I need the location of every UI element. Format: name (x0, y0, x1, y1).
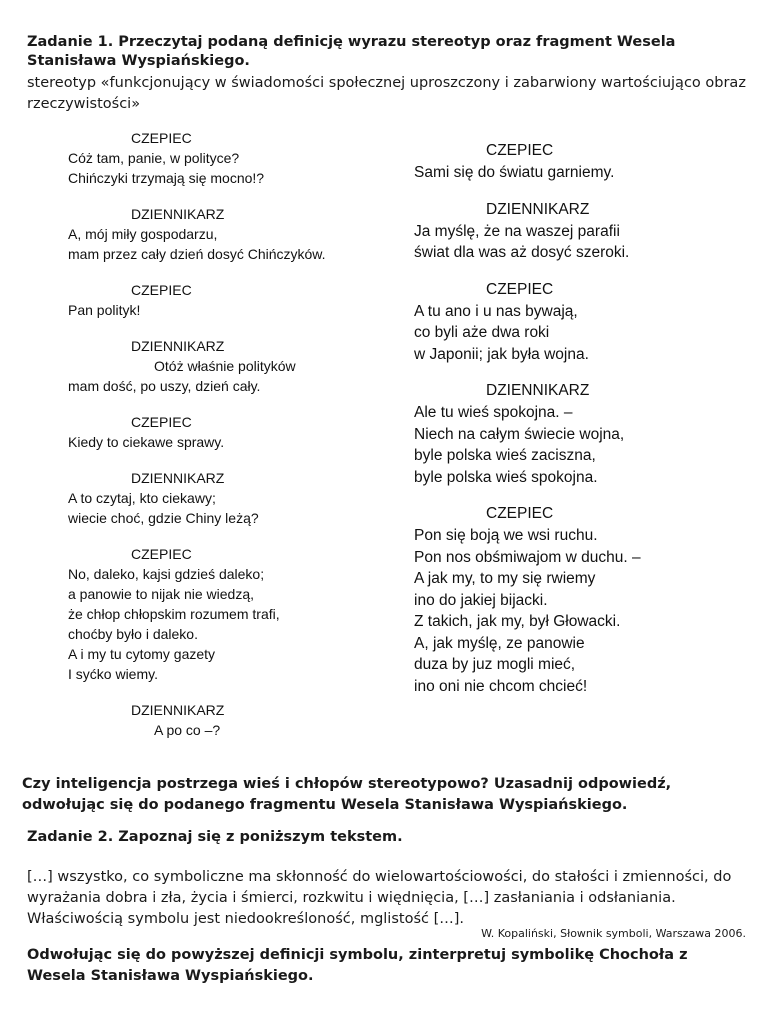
dialogue-entry (414, 380, 744, 488)
symbol-definition-quote: […] wszystko, co symboliczne ma skłonność do wielowartościowości, do stałości i zmienności, do wyrażania dobra i zła, życia i śmierci, rozkwitu i więdnięcia, […] zasłaniania i odsłaniania. Właściwością symbolu jest niedookreśloność, mglistość […]. (27, 869, 732, 927)
speaker-name: CZEPIEC (131, 130, 192, 146)
verse-line: Z takich, jak my, był Głowacki. (414, 613, 621, 630)
verse-line: A tu ano i u nas bywają, (414, 302, 578, 320)
speaker-name: CZEPIEC (486, 505, 554, 522)
verse-line: I syćko wiemy. (68, 666, 158, 682)
verse-line: byle polska wieś spokojna. (414, 468, 598, 486)
verse-line: świat dla was aż dosyć szeroki. (414, 244, 630, 261)
task2-instruction: Odwołując się do powyższej definicji symbolu, zinterpretuj symbolikę Chochoła z Wesela Stanisława Wyspiańskiego. (27, 947, 688, 984)
dialogue-right-column (414, 140, 744, 712)
verse-line: A, mój miły gospodarzu, (68, 226, 218, 242)
dialogue-entry (68, 412, 388, 452)
verse-line: w Japonii; jak była wojna. (414, 345, 589, 363)
speaker-name: CZEPIEC (486, 280, 554, 298)
verse-line: A po co –? (154, 722, 221, 738)
verse-line: Pon nos obśmiwajom w duchu. – (414, 548, 641, 566)
dialogue-entry (68, 544, 388, 684)
speaker-name: CZEPIEC (131, 546, 192, 562)
verse-line: mam przez cały dzień dosyć Chińczyków. (68, 246, 326, 262)
verse-line: A i my tu cytomy gazety (68, 646, 216, 662)
verse-line: Kiedy to ciekawe sprawy. (68, 434, 225, 450)
verse-line: Pan polityk! (68, 302, 141, 318)
quote-source: W. Kopaliński, Słownik symboli, Warszawa 2006. (481, 927, 746, 940)
verse-line: byle polska wieś zaciszna, (414, 447, 596, 464)
speaker-name: CZEPIEC (131, 282, 192, 298)
dialogue-entry (68, 128, 388, 188)
verse-line: Niech na całym świecie wojna, (414, 425, 625, 443)
verse-line: Chińczyki trzymają się mocno!? (68, 170, 265, 186)
verse-line: Ale tu wieś spokojna. – (414, 404, 573, 421)
speaker-name: DZIENNIKARZ (131, 470, 225, 486)
verse-line: co byli aże dwa roki (414, 324, 550, 341)
dialogue-entry (68, 468, 388, 528)
dialogue-entry (68, 204, 388, 264)
verse-line: A to czytaj, kto ciekawy; (68, 490, 216, 506)
task1-title: Zadanie 1. Przeczytaj podaną definicję wyrazu stereotyp oraz fragment Wesela Stanisława Wyspiańskiego. (27, 34, 676, 69)
verse-line: duza by juz mogli mieć, (414, 656, 576, 673)
verse-line: A jak my, to my się rwiemy (414, 570, 596, 587)
dialogue-left-column (68, 128, 388, 756)
verse-line: ino oni nie chcom chcieć! (414, 677, 588, 695)
verse-line: wiecie choć, gdzie Chiny leżą? (68, 510, 259, 526)
verse-line: Sami się do światu garniemy. (414, 164, 615, 181)
verse-line: Pon się boją we wsi ruchu. (414, 527, 598, 544)
verse-line: ino do jakiej bijacki. (414, 591, 548, 609)
dialogue-entry (68, 336, 388, 396)
verse-line: mam dość, po uszy, dzień cały. (68, 378, 261, 394)
dialogue-entry (414, 279, 744, 366)
dialogue-entry (68, 280, 388, 320)
task2-title: Zadanie 2. Zapoznaj się z poniższym tekstem. (27, 829, 403, 845)
speaker-name: DZIENNIKARZ (486, 200, 590, 218)
task1-question: Czy inteligencja postrzega wieś i chłopów stereotypowo? Uzasadnij odpowiedź, odwołując się do podanego fragmentu Wesela Stanisława Wyspiańskiego. (22, 776, 672, 813)
verse-line: A, jak myślę, ze panowie (414, 634, 585, 652)
verse-line: Otóż właśnie polityków (154, 358, 296, 374)
verse-line: No, daleko, kajsi gdzieś daleko; (68, 566, 265, 582)
speaker-name: CZEPIEC (131, 414, 192, 430)
verse-line: a panowie to nijak nie wiedzą, (68, 586, 255, 602)
speaker-name: CZEPIEC (486, 142, 554, 159)
speaker-name: DZIENNIKARZ (131, 338, 225, 354)
dialogue-entry (414, 140, 744, 184)
verse-line: Ja myślę, że na waszej parafii (414, 222, 620, 240)
stereotype-definition: stereotyp «funkcjonujący w świadomości społecznej uproszczony i zabarwiony wartościująco obraz rzeczywistości» (27, 75, 746, 112)
speaker-name: DZIENNIKARZ (486, 382, 590, 399)
verse-line: choćby było i daleko. (68, 626, 198, 642)
verse-line: że chłop chłopskim rozumem trafi, (68, 606, 280, 622)
dialogue-entry (414, 503, 744, 697)
speaker-name: DZIENNIKARZ (131, 702, 225, 718)
speaker-name: DZIENNIKARZ (131, 206, 225, 222)
dialogue-entry (68, 700, 388, 740)
verse-line: Cóż tam, panie, w polityce? (68, 150, 240, 166)
dialogue-entry (414, 199, 744, 264)
